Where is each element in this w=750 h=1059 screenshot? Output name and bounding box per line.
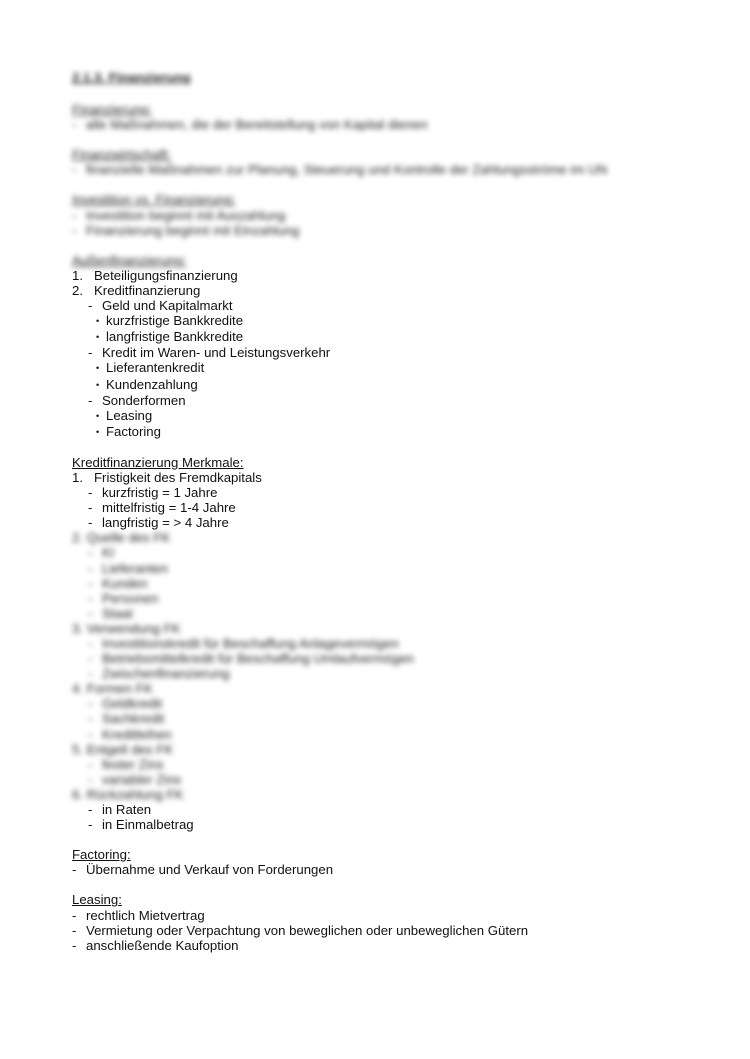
list-item: - Vermietung oder Verpachtung von beweglichen oder unbeweglichen Gütern bbox=[72, 922, 529, 938]
sub-item: - Sachkredit bbox=[88, 711, 165, 727]
list-item: - Übernahme und Verkauf von Forderungen bbox=[72, 862, 334, 878]
section-merkmale bbox=[72, 455, 682, 832]
document-body bbox=[72, 70, 682, 968]
sub-item: - Geld und Kapitalmarkt bbox=[88, 298, 233, 314]
sub-item: - kurzfristig = 1 Jahre bbox=[88, 485, 218, 501]
sub-item: - Staat bbox=[88, 605, 133, 621]
bullet-item: • Factoring bbox=[96, 423, 161, 439]
list-item: - anschließende Kaufoption bbox=[72, 937, 239, 953]
section-heading: Investition vs. Finanzierung: bbox=[72, 192, 236, 208]
sub-item: - fester Zins bbox=[88, 756, 164, 772]
list-item: - Investition beginnt mit Auszahlung bbox=[72, 207, 286, 223]
bullet-item: • Lieferantenkredit bbox=[96, 360, 205, 376]
sub-item: - in Raten bbox=[88, 802, 152, 818]
section-factoring bbox=[72, 847, 682, 877]
list-item: - rechtlich Mietvertrag bbox=[72, 907, 205, 923]
list-item: - finanzielle Maßnahmen zur Planung, Steuerung und Kontrolle der Zahlungsströme im UN bbox=[72, 162, 608, 178]
sub-item: - Lieferanten bbox=[88, 560, 168, 576]
sub-item: - Personen bbox=[88, 590, 159, 606]
section-heading: Kreditfinanzierung Merkmale: bbox=[72, 454, 244, 470]
sub-item: - Betriebsmittelkredit für Beschaffung Umlaufvermögen bbox=[88, 651, 415, 667]
section-aussenfinanzierung bbox=[72, 253, 682, 440]
bullet-item: • langfristige Bankkredite bbox=[96, 329, 244, 345]
bullet-item: • Leasing bbox=[96, 407, 153, 423]
bullet-item: • kurzfristige Bankkredite bbox=[96, 313, 244, 329]
bullet-item: • Kundenzahlung bbox=[96, 376, 198, 392]
list-item: 5. Entgelt des FK bbox=[72, 741, 174, 757]
list-item: 2. Quelle des FK bbox=[72, 530, 171, 546]
sub-item: - mittelfristig = 1-4 Jahre bbox=[88, 500, 236, 516]
sub-item: - Investitionskredit für Beschaffung Anlagevermögen bbox=[88, 636, 399, 651]
list-item: - alle Maßnahmen, die der Bereitstellung von Kapital dienen bbox=[72, 117, 428, 133]
sub-item: - in Einmalbetrag bbox=[88, 817, 194, 833]
sub-item: - Zwischenfinanzierung bbox=[88, 666, 230, 682]
list-item: 3. Verwendung FK bbox=[72, 620, 181, 636]
section-heading: Leasing: bbox=[72, 892, 122, 908]
blurred-block bbox=[72, 530, 682, 802]
sub-item: - KI bbox=[88, 545, 115, 561]
section-finanzierung bbox=[72, 102, 682, 132]
sub-item: - Geldkredit bbox=[88, 696, 163, 712]
section-investition bbox=[72, 192, 682, 237]
sub-item: - Kreditleihen bbox=[88, 726, 172, 742]
list-item: - Finanzierung beginnt mit Einzahlung bbox=[72, 222, 300, 238]
list-item: 1. Beteiligungsfinanzierung bbox=[72, 267, 238, 283]
section-heading: Finanzierung: bbox=[72, 102, 152, 118]
section-heading: Factoring: bbox=[72, 847, 131, 863]
section-leasing bbox=[72, 892, 682, 952]
sub-item: - Sonderformen bbox=[88, 392, 186, 408]
sub-item: - Kredit im Waren- und Leistungsverkehr bbox=[88, 345, 331, 361]
sub-item: - variabler Zins bbox=[88, 771, 182, 787]
doc-title: 2.1.3. Finanzierung bbox=[72, 70, 191, 85]
section-heading: Außenfinanzierung: bbox=[72, 252, 187, 268]
list-item: 6. Rückzahlung FK bbox=[72, 786, 184, 802]
section-heading: Finanzwirtschaft: bbox=[72, 147, 171, 163]
sub-item: - langfristig = > 4 Jahre bbox=[88, 515, 229, 531]
section-finanzwirtschaft bbox=[72, 147, 682, 177]
list-item: 2. Kreditfinanzierung bbox=[72, 282, 201, 298]
list-item: 4. Formen FK bbox=[72, 681, 153, 697]
sub-item: - Kunden bbox=[88, 575, 148, 591]
list-item: 1. Fristigkeit des Fremdkapitals bbox=[72, 469, 262, 485]
